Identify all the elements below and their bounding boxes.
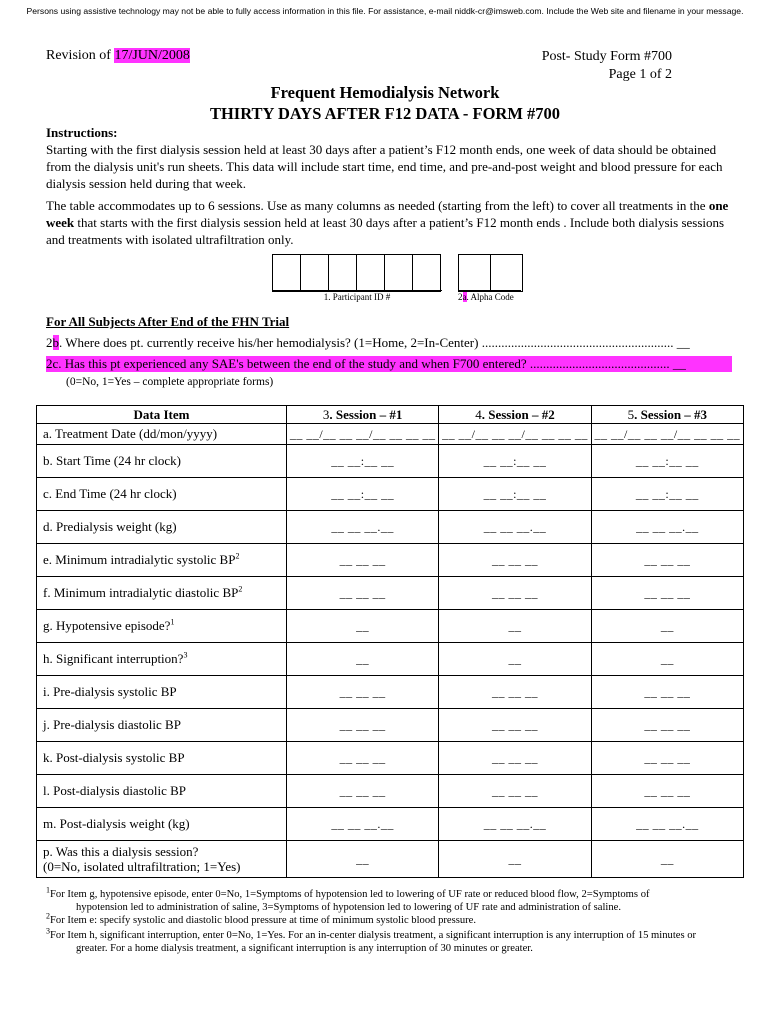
session-1-entry[interactable]: __ [287, 643, 439, 676]
header-session-3: 5. Session – #3 [591, 406, 743, 424]
session-2-entry[interactable]: __ __ __.__ [439, 808, 591, 841]
session-2-entry[interactable]: __ __ __ [439, 544, 591, 577]
question-2b: 2b. Where does pt. currently receive his/her hemodialysis? (1=Home, 2=In-Center) ........................................................... __ [46, 335, 690, 350]
id-box[interactable] [356, 254, 385, 292]
table-row [37, 841, 744, 878]
table-row [37, 511, 744, 544]
session-1-entry[interactable]: __ __ __.__ [287, 511, 439, 544]
session-1-entry[interactable]: __ [287, 841, 439, 878]
session-2-entry[interactable]: __ [439, 610, 591, 643]
session-1-entry[interactable]: __ [287, 610, 439, 643]
form-subtitle: THIRTY DAYS AFTER F12 DATA - FORM #700 [209, 104, 561, 123]
instructions-paragraph-1: Starting with the first dialysis session held at least 30 days after a patient’s F12 month ends, one week of data should be obtained from the dialysis unit's run sheets. This data will include start time, end time, and pre-and-post weight and blood pressure for each dialysis session held during that week. [46, 142, 723, 191]
page-number: Page 1 of 2 [608, 67, 672, 82]
question-2c: 2c. Has this pt experienced any SAE's between the end of the study and when F700 entered? ........................................... __ [46, 356, 732, 372]
session-1-entry[interactable]: __ __:__ __ [287, 445, 439, 478]
session-3-entry[interactable]: __ [591, 841, 743, 878]
session-2-entry[interactable]: __ __/__ __ __/__ __ __ __ [439, 424, 591, 445]
table-row [37, 676, 744, 709]
table-row [37, 775, 744, 808]
id-box[interactable] [328, 254, 357, 292]
table-row [37, 478, 744, 511]
session-1-entry[interactable]: __ __ __ [287, 676, 439, 709]
row-label: l. Post-dialysis diastolic BP [37, 775, 287, 808]
revision-date: 17/JUN/2008 [114, 48, 190, 63]
footnote-1: $^1$For Item g, hypotensive episode, enter 0=No, 1=Symptoms of hypotension led to lowering of UF rate or reduced blood flow, 2=Symptoms of hypotension led to administration of saline, 3=Symptoms of hypotension led to lowering of UF rate and administration of saline. [46, 885, 650, 913]
session-2-entry[interactable]: __ __ __.__ [439, 511, 591, 544]
table-row [37, 808, 744, 841]
session-1-entry[interactable]: __ __ __.__ [287, 808, 439, 841]
session-3-entry[interactable]: __ __ __ [591, 544, 743, 577]
participant-id-boxes[interactable] [272, 254, 440, 292]
session-2-entry[interactable]: __ __ __ [439, 709, 591, 742]
session-1-entry[interactable]: __ __ __ [287, 577, 439, 610]
accessibility-notice: Persons using assistive technology may not be able to fully access information in this file. For assistance, e-mail niddk-cr@imsweb.com. Include the Web site and filename in your message. [26, 6, 744, 16]
session-1-entry[interactable]: __ __ __ [287, 742, 439, 775]
session-3-entry[interactable]: __ __ __.__ [591, 808, 743, 841]
session-2-entry[interactable]: __ [439, 841, 591, 878]
instructions-heading: Instructions: [46, 125, 118, 140]
session-1-entry[interactable]: __ __ __ [287, 709, 439, 742]
footnote-3: $^3$For Item h, significant interruption, enter 0=No, 1=Yes. For an in-center dialysis treatment, a significant interruption is any interruption of 15 minutes or greater. For a home dialysis treatment, a significant interruption is any interruption of 30 minutes or greater. [46, 926, 697, 954]
session-data-table [36, 405, 744, 878]
session-2-entry[interactable]: __ __ __ [439, 676, 591, 709]
session-1-entry[interactable]: __ __/__ __ __/__ __ __ __ [287, 424, 439, 445]
session-2-entry[interactable]: __ __ __ [439, 577, 591, 610]
form-title: Frequent Hemodialysis Network [270, 83, 500, 102]
row-label: j. Pre-dialysis diastolic BP [37, 709, 287, 742]
alpha-code-boxes[interactable] [458, 254, 522, 292]
id-box[interactable] [272, 254, 301, 292]
row-label: f. Minimum intradialytic diastolic $BP^2$ [37, 577, 287, 610]
session-3-entry[interactable]: __ __ __ [591, 577, 743, 610]
session-1-entry[interactable]: __ __ __ [287, 544, 439, 577]
session-3-entry[interactable]: __ __ __ [591, 742, 743, 775]
id-box[interactable] [384, 254, 413, 292]
session-3-entry[interactable]: __ [591, 643, 743, 676]
row-label: e. Minimum intradialytic systolic $BP^2$ [37, 544, 287, 577]
session-2-entry[interactable]: __ __ __ [439, 775, 591, 808]
instructions-paragraph-2: The table accommodates up to 6 sessions. Use as many columns as needed (starting from the left) to cover all treatments in the one week that starts with the first dialysis session held at least 30 days after a patient’s F12 month ends . Include both dialysis sessions and treatments with isolated ultrafiltration only. [46, 198, 729, 247]
row-label: d. Predialysis weight (kg) [37, 511, 287, 544]
participant-id-label: 1. Participant ID # [323, 292, 391, 302]
header-session-2: 4. Session – #2 [439, 406, 591, 424]
session-3-entry[interactable]: __ __:__ __ [591, 445, 743, 478]
id-box[interactable] [300, 254, 329, 292]
session-3-entry[interactable]: __ __ __ [591, 775, 743, 808]
table-row [37, 577, 744, 610]
session-2-entry[interactable]: __ __:__ __ [439, 478, 591, 511]
row-label: p. Was this a dialysis session? (0=No, isolated ultrafiltration; 1=Yes) [37, 841, 287, 878]
row-label: b. Start Time (24 hr clock) [37, 445, 287, 478]
session-3-entry[interactable]: __ __ __ [591, 676, 743, 709]
revision-line: Revision of 17/JUN/2008 [46, 48, 190, 63]
table-row [37, 610, 744, 643]
row-label: k. Post-dialysis systolic BP [37, 742, 287, 775]
row-label: m. Post-dialysis weight (kg) [37, 808, 287, 841]
section-heading: For All Subjects After End of the FHN Trial [46, 314, 290, 329]
table-row [37, 424, 744, 445]
footnote-2: $^2$For Item e: specify systolic and diastolic blood pressure at time of minimum systolic blood pressure. [46, 911, 477, 926]
table-row [37, 445, 744, 478]
session-3-entry[interactable]: __ __/__ __ __/__ __ __ __ [591, 424, 743, 445]
session-3-entry[interactable]: __ __:__ __ [591, 478, 743, 511]
session-2-entry[interactable]: __ __:__ __ [439, 445, 591, 478]
session-1-entry[interactable]: __ __ __ [287, 775, 439, 808]
session-3-entry[interactable]: __ __ __.__ [591, 511, 743, 544]
form-id-block [542, 48, 672, 84]
table-row [37, 709, 744, 742]
form-number: Post- Study Form #700 [541, 49, 672, 64]
row-label: h. Significant interruption?$^3$ [37, 643, 287, 676]
id-box[interactable] [412, 254, 441, 292]
row-label: g. Hypotensive episode?$^1$ [37, 610, 287, 643]
session-2-entry[interactable]: __ [439, 643, 591, 676]
id-underline [272, 290, 442, 291]
table-row [37, 544, 744, 577]
alpha-box[interactable] [458, 254, 491, 292]
question-2c-note: (0=No, 1=Yes – complete appropriate forms) [66, 376, 274, 388]
session-3-entry[interactable]: __ [591, 610, 743, 643]
table-row [37, 643, 744, 676]
alpha-box[interactable] [490, 254, 523, 292]
row-label: i. Pre-dialysis systolic BP [37, 676, 287, 709]
header-data-item: Data Item [37, 406, 287, 424]
row-label: a. Treatment Date (dd/mon/yyyy) [37, 424, 287, 445]
row-label: c. End Time (24 hr clock) [37, 478, 287, 511]
header-session-1: 3. Session – #1 [287, 406, 439, 424]
session-1-entry[interactable]: __ __:__ __ [287, 478, 439, 511]
alpha-underline [458, 290, 521, 291]
alpha-code-label: 2a. Alpha Code [458, 292, 514, 302]
session-2-entry[interactable]: __ __ __ [439, 742, 591, 775]
session-3-entry[interactable]: __ __ __ [591, 709, 743, 742]
table-row [37, 742, 744, 775]
